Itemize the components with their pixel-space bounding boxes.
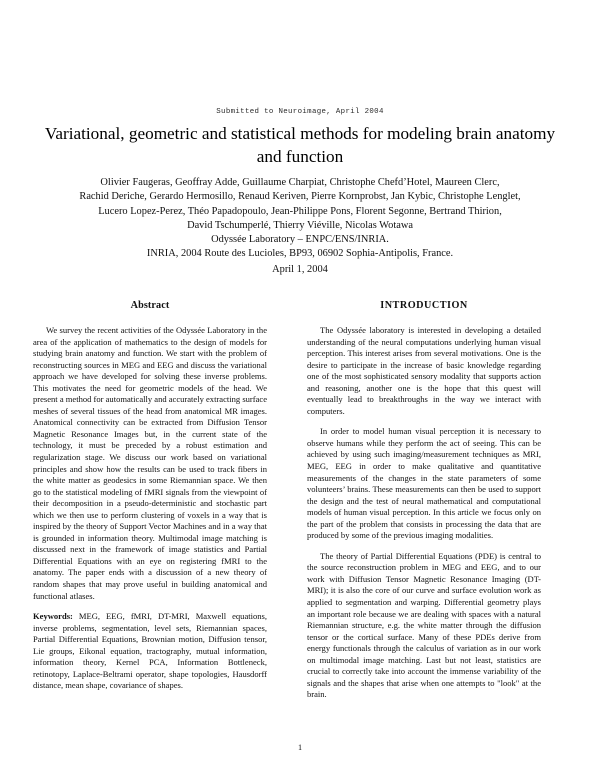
keywords-label: Keywords:: [33, 611, 73, 622]
keywords-paragraph: [33, 611, 267, 692]
introduction-paragraph: In order to model human visual perception it is necessary to observe humans while they perform the act of seeing. This can be achieved by using such imaging/measurement techniques as MRI, MEG, EEG in order to make qualitative and quantitative measurements of the changes in the state parameters of some volunteers’ brains. These measurements can then be used to support the design and the test of neural mathematical and computational models of human visual perception. In this article we focus only on the part of the problem that consists in processing the data that are produced by some of the previous imaging modalities.: [307, 426, 541, 541]
author-line: David Tschumperlé, Thierry Viéville, Nicolas Wotawa: [187, 219, 413, 231]
abstract-column: [33, 300, 267, 692]
introduction-body: [307, 325, 541, 701]
journal-submission-note: Submitted to Neuroimage, April 2004: [216, 108, 384, 116]
affiliation-line: Odyssée Laboratory – ENPC/ENS/INRIA.: [211, 234, 389, 246]
abstract-body: [33, 325, 267, 692]
page-number: 1: [297, 743, 303, 752]
author-line: Olivier Faugeras, Geoffray Adde, Guillaume Charpiat, Christophe Chefd’Hotel, Maureen Clerc,: [100, 177, 500, 188]
abstract-heading: Abstract: [130, 300, 170, 311]
introduction-paragraph: The theory of Partial Differential Equations (PDE) is central to the source reconstruction problem in MEG and EEG, and to our work with Diffusion Tensor Magnetic Resonance Imaging (DT-MRI); it is also the core of our curve and surface evolution work as applied to segmentation and warping. Differential geometry plays an important role because we are dealing with spaces with a natural Riemannian structure, e.g. the white matter through the diffusion tensor or the cortical surface. Many of these PDEs derive from energy functionals through the calculus of variation as in our work on multimodal image matching. Last but not least, statistics are crucial to correctly take into account the immense variability of the signals and the shapes that arise when one attempts to "look" at the brain.: [307, 550, 541, 700]
publication-date: April 1, 2004: [272, 264, 328, 275]
introduction-column: [307, 300, 541, 701]
introduction-heading: INTRODUCTION: [380, 300, 468, 311]
introduction-paragraph: The Odyssée laboratory is interested in developing a detailed understanding of the neural computations underlying human visual perception. This interest arises from several motivations. One is the desire to participate in the increase of basic knowledge regarding one of the most sophisticated sensory modality that supports action and reasoning, another one is the hope that this quest will eventually lead to breakthroughs in the way we interact with computers.: [307, 325, 541, 416]
abstract-paragraph: We survey the recent activities of the Odyssée Laboratory in the area of the application of mathematics to the design of models for studying brain anatomy and function. We start with the problem of reconstructing sources in MEG and EEG and discuss the variational approach we have developed for solving these inverse problems. This motivates the need for geometric models of the head. We present a method for automatically and accurately extracting surface meshes of several tissues of the head from anatomical MR images. Anatomical connectivity can be extracted from Diffusion Tensor Magnetic Resonance Images but, in the current state of the technology, it must be preceded by a robust estimation and regularization stage. We discuss our work based on variational principles and show how the results can be used to track fibers in the white matter as geodesics in some Riemannian space. We then go to the statistical modeling of fMRI signals from the viewpoint of their decomposition in a pseudo-deterministic and stochastic part which we then use to perform clustering of voxels in a way that is inspired by the theory of Support Vector Machines and in a way that is grounded in information theory. Multimodal image matching is discussed next in the framework of image statistics and Partial Differential Equations with an eye on registering fMRI to the anatomy. The paper ends with a discussion of a new theory of random shapes that may prove useful in building anatomical and functional atlases.: [33, 325, 267, 601]
author-line: Lucero Lopez-Perez, Théo Papadopoulo, Jean-Philippe Pons, Florent Segonne, Bertrand Thirion,: [98, 205, 502, 217]
author-line: Rachid Deriche, Gerardo Hermosillo, Renaud Keriven, Pierre Kornprobst, Jan Kybic, Christophe Lenglet,: [79, 191, 521, 203]
keywords-list: MEG, EEG, fMRI, DT-MRI, Maxwell equations, inverse problems, segmentation, level sets, Riemannian spaces, Partial Differential Equations, Brownian motion, Diffusion tensor, Lie groups, Eikonal equation, tractography, mutual information, information theory, Kernel PCA, Information Bottleneck, retinotopy, Laplace-Beltrami operator, shape topologies, Hausdorff distance, mean shape, covariance of shapes.: [33, 611, 267, 691]
address-line: INRIA, 2004 Route des Lucioles, BP93, 06902 Sophia-Antipolis, France.: [146, 248, 454, 260]
two-column-body: [0, 300, 600, 730]
author-list: [26, 176, 574, 262]
page-title: Variational, geometric and statistical methods for modeling brain anatomy and function: [44, 124, 556, 166]
